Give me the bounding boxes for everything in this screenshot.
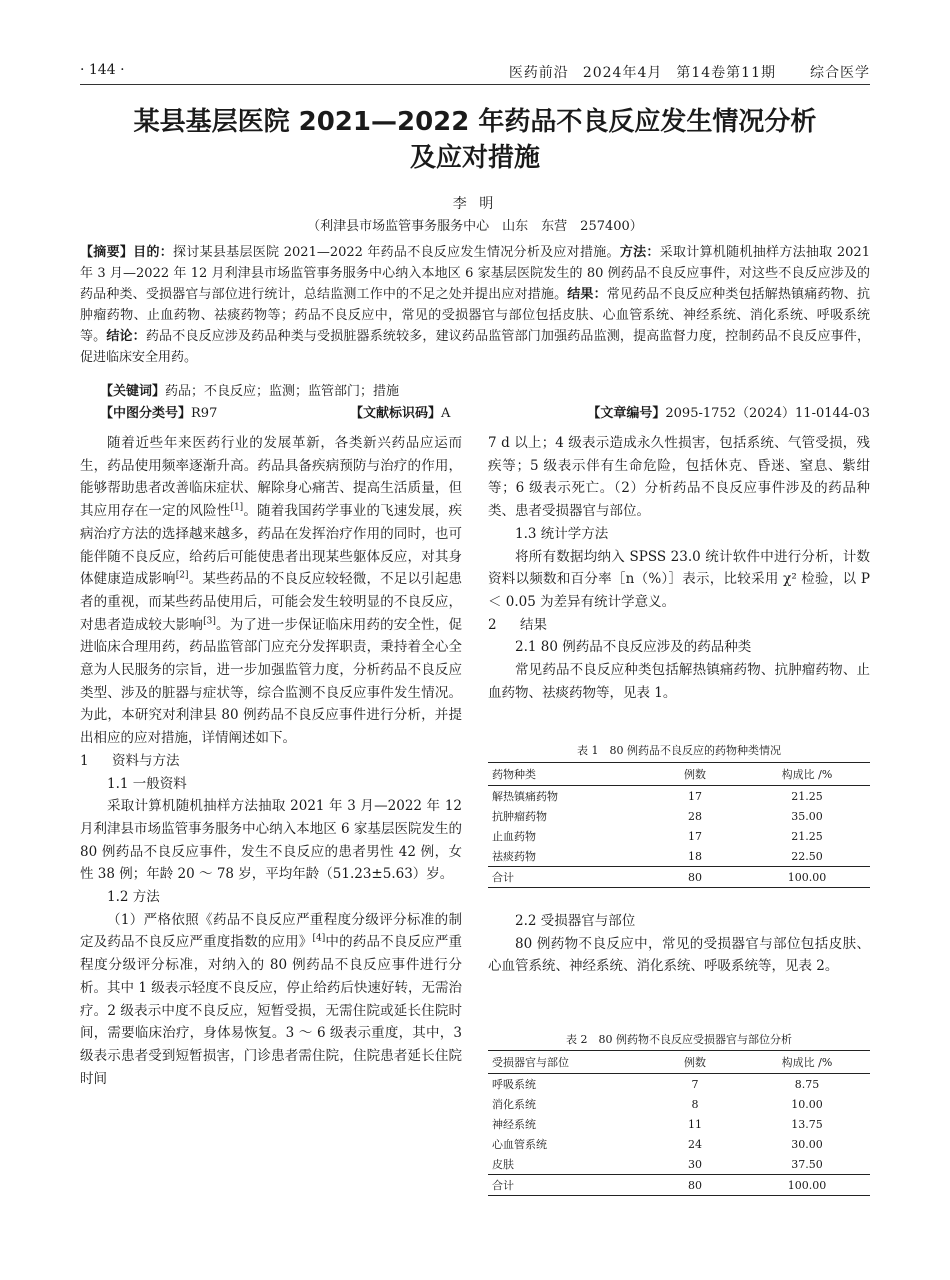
title-line-1: 某县基层医院 2021—2022 年药品不良反应发生情况分析: [133, 107, 817, 137]
table-row: [488, 1114, 870, 1134]
table-cell: 80: [646, 867, 744, 888]
table-row: [488, 786, 870, 807]
table-cell: 37.50: [791, 1157, 823, 1171]
method-continuation: 7 d 以上；4 级表示造成永久性损害，包括系统、气管受损，残疾等；5 级表示伴有生命危险，包括休克、昏迷、窒息、紫绀等；6 级表示死亡。（2）分析药品不良反应事件涉及的药品种类、患者受损器官与部位。: [488, 435, 870, 520]
table-cell: 心血管系统: [492, 1138, 547, 1151]
intro-text-b: 。随着我国药学事业的飞速发展，疾病治疗方法的选择越来越多，药品在发挥治疗作用的同时，也可能伴随不良反应，给药后可能使患者出现某些躯体反应，对其身体健康造成影响: [80, 503, 463, 588]
table-cell: 呼吸系统: [492, 1078, 536, 1091]
abstract-results: 常见药品不良反应种类包括解热镇痛药物、抗肿瘤药物、止血药物、祛痰药物等；药品不良反应中，常见的受损器官与部位包括皮肤、心血管系统、神经系统、消化系统、呼吸系统等。: [80, 287, 870, 344]
abstract-methods: 采取计算机随机抽样方法抽取 2021 年 3 月—2022 年 12 月利津县市场监管事务服务中心纳入本地区 6 家基层医院发生的 80 例药品不良反应事件，对这些不良反应涉及的药品种类、受损器官与部位进行统计，总结监测工作中的不足之处并提出应对措施。: [80, 245, 870, 302]
table-cell: 100.00: [744, 1175, 870, 1196]
clc-value: R97: [191, 406, 218, 421]
table-cell: 皮肤: [492, 1158, 514, 1171]
table-cell: 止血药物: [492, 830, 536, 843]
table-cell: 17: [688, 829, 702, 843]
table-cell: 13.75: [791, 1117, 823, 1131]
subsection-2-2-heading: 2.2 受损器官与部位: [515, 913, 636, 929]
col-header-drug-type: 药物种类: [488, 763, 646, 786]
table-cell: 17: [688, 789, 702, 803]
doc-value: A: [441, 406, 451, 421]
table-cell: 7: [691, 1077, 699, 1091]
section-2-number: 2: [488, 616, 497, 633]
table-cell: 解热镇痛药物: [492, 790, 558, 803]
method-paragraph: [80, 909, 462, 1091]
table-cell: 30: [688, 1157, 702, 1171]
page-number: · 144 ·: [80, 62, 125, 78]
statistics-paragraph: 将所有数据均纳入 SPSS 23.0 统计软件中进行分析，计数资料以频数和百分率［n（%）］表示，比较采用 χ² 检验，以 P ＜ 0.05 为差异有统计学意义。: [488, 548, 870, 610]
classification-line: [100, 402, 870, 422]
article-number: [587, 402, 870, 421]
abstract-tag: 【摘要】: [80, 245, 134, 260]
journal-name: 医药前沿: [508, 65, 569, 81]
table-cell: 18: [688, 849, 702, 863]
table-total-row: [488, 867, 870, 888]
table-cell: 祛痰药物: [492, 850, 536, 863]
left-column: [80, 432, 462, 1090]
abstract-objective: 探讨某县基层医院 2021—2022 年药品不良反应发生情况分析及应对措施。: [173, 245, 620, 260]
intro-paragraph: [80, 432, 462, 750]
table-row: [488, 1074, 870, 1095]
volume-issue: 第14卷第11期: [676, 65, 776, 81]
subsection-1-1-heading: 1.1 一般资料: [107, 775, 187, 792]
running-header: [80, 62, 870, 85]
methods-label: 方法：: [619, 245, 660, 260]
keywords-text: 药品；不良反应；监测；监管部门；措施: [165, 384, 400, 399]
affiliation: （利津县市场监管事务服务中心 山东 东营 257400）: [307, 219, 643, 234]
table-cell: 30.00: [791, 1137, 823, 1151]
citation-4: [4]: [312, 933, 326, 944]
method-text-b: 中的药品不良反应严重程度分级评分标准，对纳入的 80 例药品不良反应事件进行分析。其中 1 级表示轻度不良反应，停止给药后快速好转，无需治疗。2 级表示中度不良反应，短暂受损，无需住院或延长住院时间，需要临床治疗，身体易恢复。3 ～ 6 级表示重度，其中，3 级表示患者受到短暂损害，门诊患者需住院，住院患者延长住院时间: [80, 934, 463, 1087]
article-title: [80, 104, 870, 176]
result-2-2-paragraph: 80 例药物不良反应中，常见的受损器官与部位包括皮肤、心血管系统、神经系统、消化系统、呼吸系统等，见表 2。: [488, 935, 870, 975]
table-cell: 抗肿瘤药物: [492, 810, 547, 823]
table-cell: 消化系统: [492, 1098, 536, 1111]
col-header-organ: 受损器官与部位: [488, 1051, 646, 1074]
keywords-label: 【关键词】: [100, 384, 166, 399]
subsection-1-3-heading: 1.3 统计学方法: [515, 525, 609, 542]
result-2-1-paragraph: 常见药品不良反应种类包括解热镇痛药物、抗肿瘤药物、止血药物、祛痰药物等，见表 1。: [488, 662, 870, 701]
table-cell: 合计: [488, 1175, 646, 1196]
doc-label: 【文献标识码】: [350, 406, 442, 421]
citation-2: [2]: [175, 570, 189, 581]
right-column-top: [488, 432, 870, 704]
author: 李 明: [452, 196, 498, 212]
table-cell: 10.00: [791, 1097, 823, 1111]
table-cell: 合计: [488, 867, 646, 888]
table-cell: 21.25: [791, 789, 823, 803]
document-code: [350, 402, 450, 421]
table-cell: 28: [688, 809, 702, 823]
section-1-heading: [80, 750, 462, 773]
conclusion-label: 结论：: [106, 329, 146, 344]
journal-info: [495, 62, 870, 82]
table-cell: 80: [646, 1175, 744, 1196]
issue-date: 2024年4月: [582, 65, 663, 81]
general-data-paragraph: 采取计算机随机抽样方法抽取 2021 年 3 月—2022 年 12 月利津县市场监管事务服务中心纳入本地区 6 家基层医院发生的 80 例药品不良反应事件，发生不良反应的患者男性 42 例，女性 38 例；年龄 20 ～ 78 岁，平均年龄（51.23±5.63）岁。: [80, 798, 462, 883]
journal-section: 综合医学: [810, 65, 870, 81]
clc-number: [100, 402, 217, 421]
table-cell: 35.00: [791, 809, 823, 823]
col-header-count: 例数: [646, 763, 744, 786]
section-2-title: 结果: [520, 616, 547, 633]
table-row: [488, 1154, 870, 1175]
keywords: [100, 380, 399, 399]
table-row: [488, 1094, 870, 1114]
table-cell: 24: [688, 1137, 702, 1151]
table-1: [488, 762, 870, 888]
section-2-heading: [488, 614, 870, 637]
clc-label: 【中图分类号】: [100, 406, 192, 421]
col-header-ratio: 构成比 /%: [744, 1051, 870, 1074]
table-cell: 8.75: [794, 1077, 820, 1091]
citation-1: [1]: [230, 502, 244, 513]
method-text-a: （1）严格依照《药品不良反应严重程度分级评分标准的制定及药品不良反应严重度指数的应用》: [80, 911, 462, 951]
abstract-conclusion: 药品不良反应涉及药品种类与受损脏器系统较多，建议药品监管部门加强药品监测，提高监督力度，控制药品不良反应事件，促进临床安全用药。: [80, 329, 870, 365]
table-row: [488, 1134, 870, 1154]
table-cell: 100.00: [744, 867, 870, 888]
table-header-row: [488, 1051, 870, 1074]
right-column-mid: [488, 910, 870, 978]
col-header-count: 例数: [646, 1051, 744, 1074]
citation-3: [3]: [203, 616, 216, 627]
table-header-row: [488, 763, 870, 786]
intro-text-a: 随着近些年来医药行业的发展革新，各类新兴药品应运而生，药品使用频率逐渐升高。药品具备疾病预防与治疗的作用，能够帮助患者改善临床症状、解除身心痛苦、提高生活质量，但其应用存在一定的风险性: [80, 435, 462, 520]
subsection-2-1-heading: 2.1 80 例药品不良反应涉及的药品种类: [515, 639, 752, 656]
table-row: [488, 826, 870, 846]
section-1-number: 1: [80, 752, 89, 769]
title-line-2: 及应对措施: [409, 143, 540, 173]
objective-label: 目的：: [133, 245, 174, 260]
col-header-ratio: 构成比 /%: [744, 763, 870, 786]
table-cell: 11: [688, 1117, 702, 1131]
abstract: [80, 242, 870, 368]
art-label: 【文章编号】: [587, 406, 666, 421]
art-value: 2095-1752（2024）11-0144-03: [665, 406, 870, 421]
table-row: [488, 846, 870, 867]
section-1-title: 资料与方法: [112, 752, 180, 769]
table-cell: 神经系统: [492, 1118, 536, 1131]
subsection-1-2-heading: 1.2 方法: [107, 889, 160, 906]
intro-text-c: 。某些药品的不良反应较轻微，不足以引起患者的重视，而某些药品使用后，可能会发生较明显的不良反应，对患者造成较大影响: [80, 571, 463, 633]
table-cell: 21.25: [791, 829, 823, 843]
table-cell: 8: [691, 1097, 699, 1111]
table-1-caption: 表 1 80 例药品不良反应的药物种类情况: [577, 744, 781, 757]
table-total-row: [488, 1175, 870, 1196]
table-2-caption: 表 2 80 例药物不良反应受损器官与部位分析: [566, 1033, 792, 1046]
table-row: [488, 806, 870, 826]
table-2: [488, 1050, 870, 1196]
results-label: 结果：: [567, 287, 607, 302]
table-cell: 22.50: [791, 849, 823, 863]
intro-text-d: 。为了进一步保证临床用药的安全性，促进临床合理用药，药品监管部门应充分发挥职责，秉持着全心全意为人民服务的宗旨，进一步加强监管力度，分析药品不良反应类型、涉及的脏器与症状等，综合监测不良反应事件发生情况。为此，本研究对利津县 80 例药品不良反应事件进行分析，并提出相应的应对措施，详情阐述如下。: [80, 616, 463, 747]
